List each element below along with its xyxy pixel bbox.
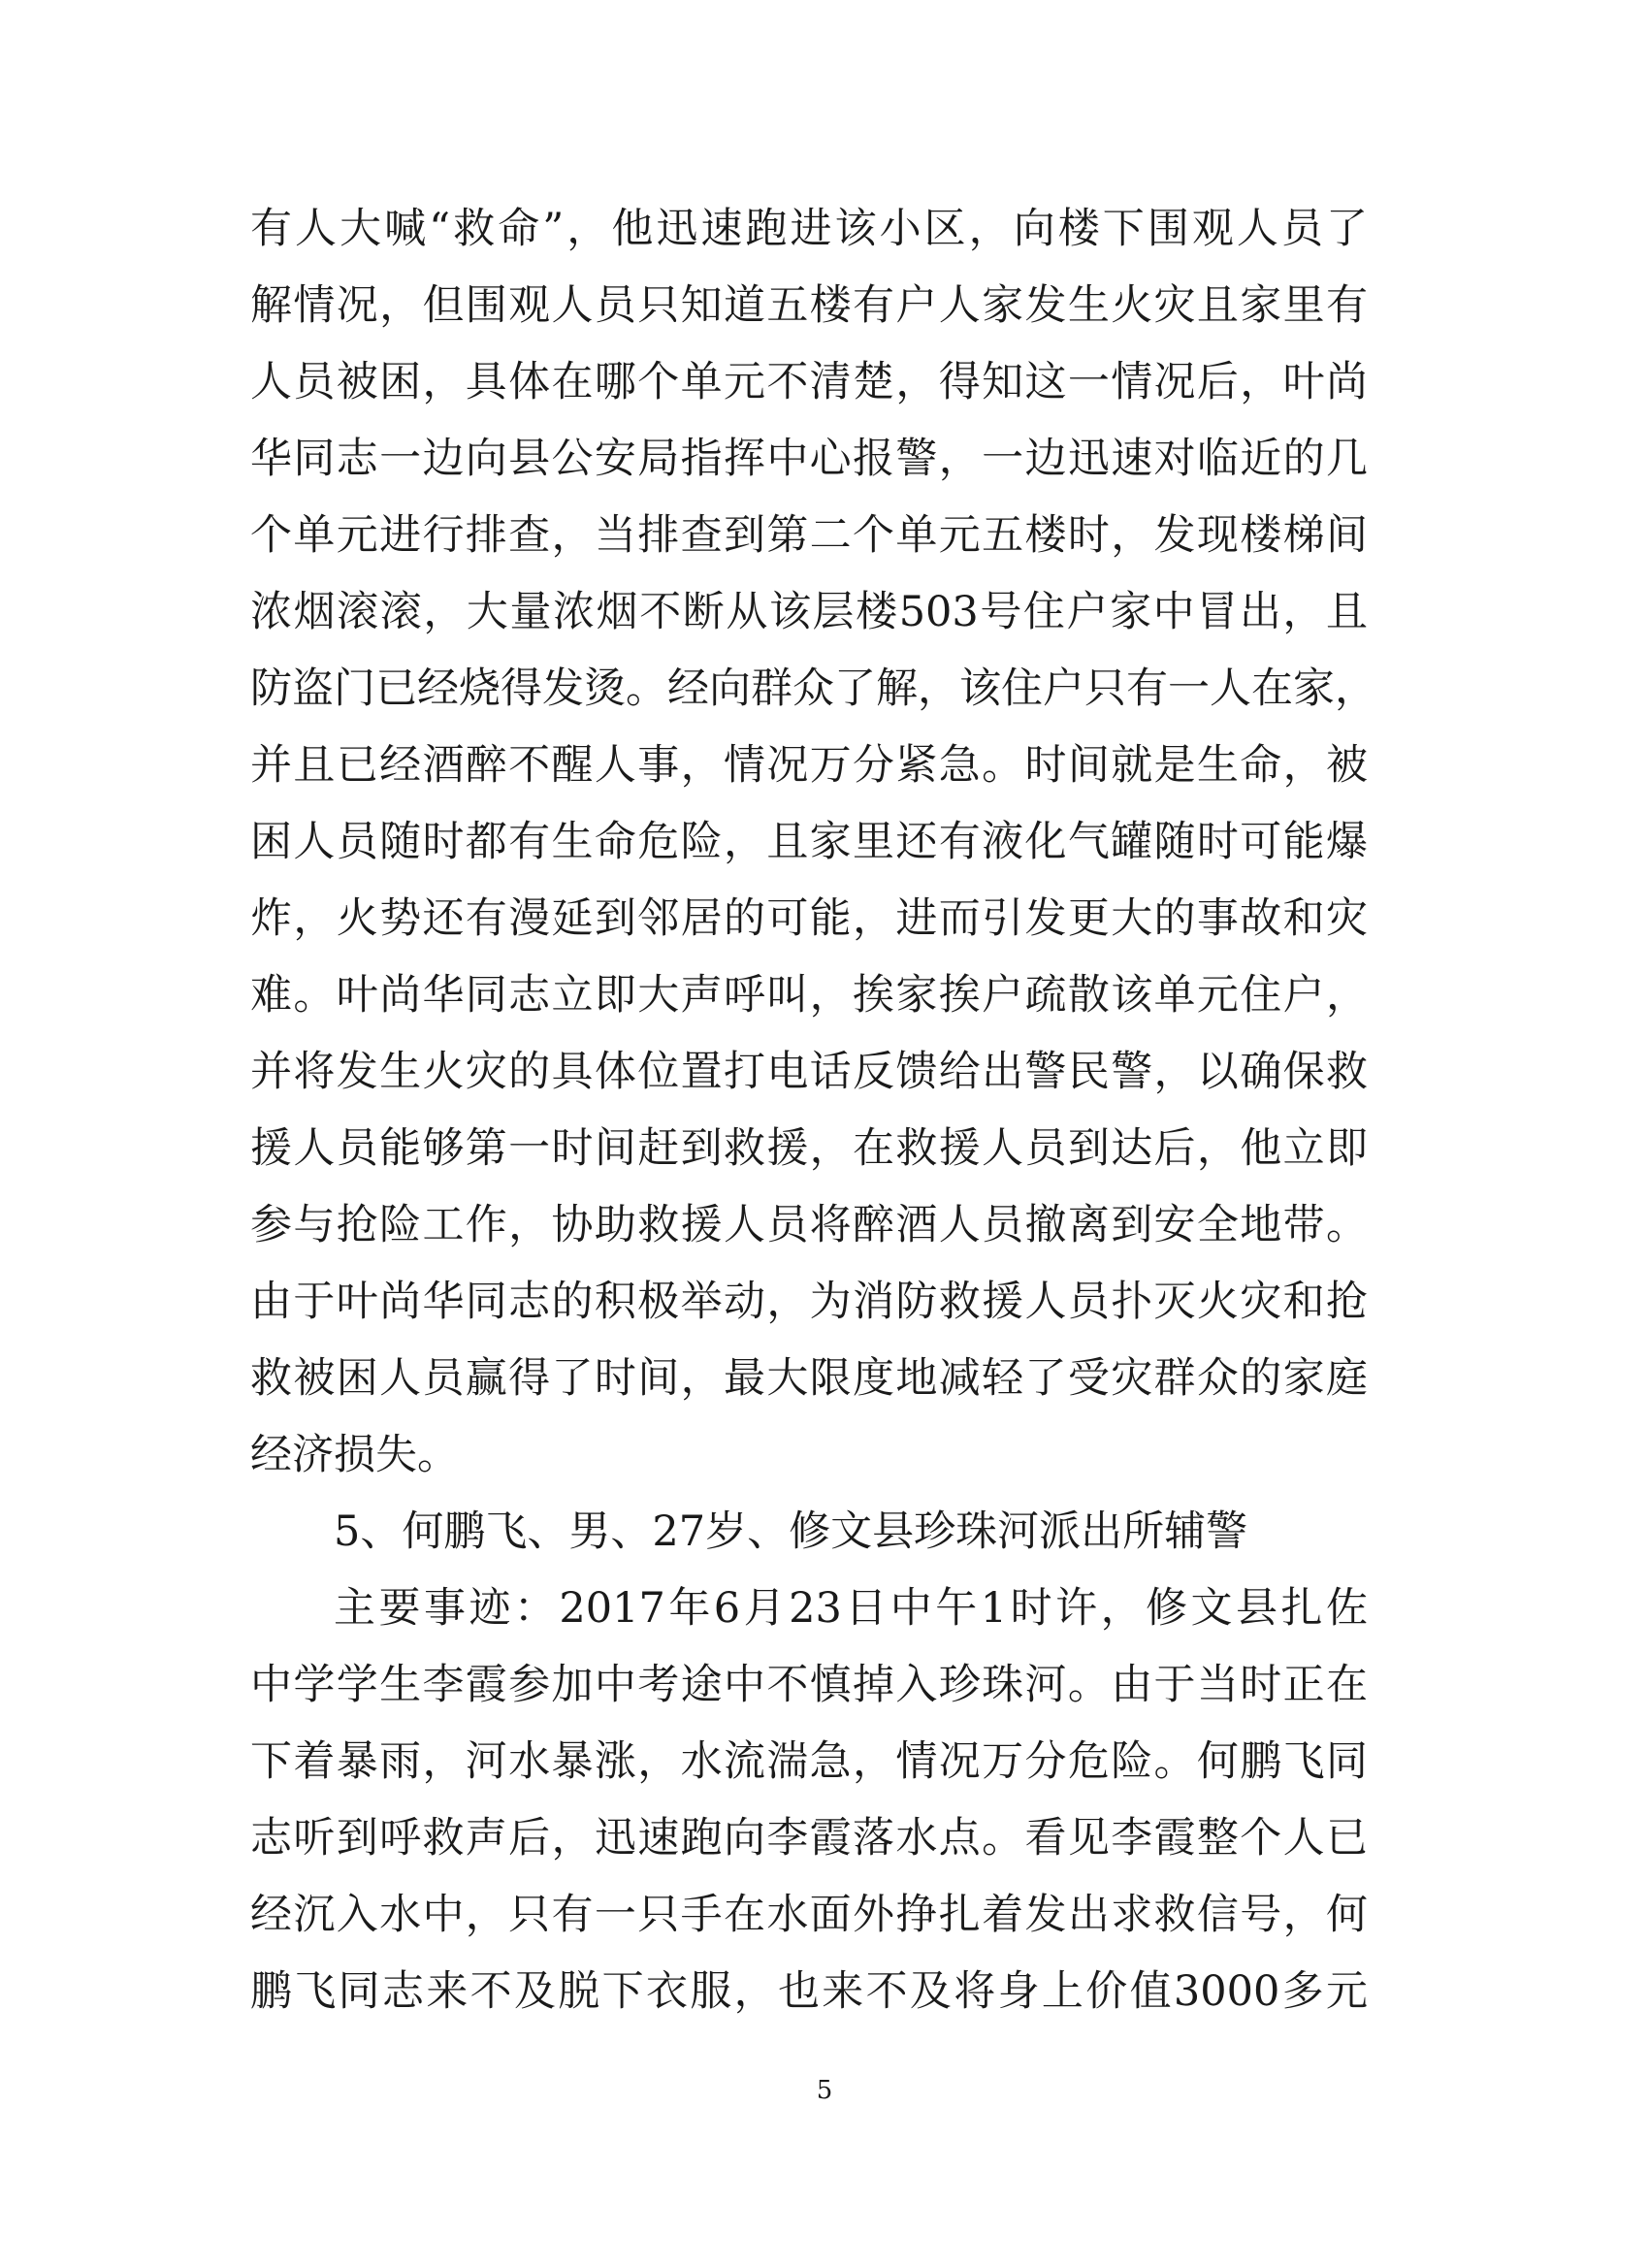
body-line-9: 困人员随时都有生命危险，且家里还有液化气罐随时可能爆 [250,818,1368,866]
page-number: 5 [816,2076,833,2105]
body-line-23: 经沉入水中，只有一只手在水面外挣扎着发出求救信号，何 [250,1891,1368,1939]
body-line-8: 并且已经酒醉不醒人事，情况万分紧急。时间就是生命，被 [250,741,1368,790]
body-line-10: 炸，火势还有漫延到邻居的可能，进而引发更大的事故和灾 [250,894,1368,943]
body-line-12: 并将发生火灾的具体位置打电话反馈给出警民警，以确保救 [250,1048,1368,1096]
body-line-5: 个单元进行排查，当排查到第二个单元五楼时，发现楼梯间 [250,511,1368,560]
body-line-22: 志听到呼救声后，迅速跑向李霞落水点。看见李霞整个人已 [250,1814,1368,1863]
section-heading: 5、何鹏飞、男、27岁、修文县珍珠河派出所辅警 [334,1507,1248,1556]
body-line-21: 下着暴雨，河水暴涨，水流湍急，情况万分危险。何鹏飞同 [250,1737,1368,1786]
body-line-4: 华同志一边向县公安局指挥中心报警，一边迅速对临近的几 [250,435,1368,483]
body-line-6: 浓烟滚滚，大量浓烟不断从该层楼503号住户家中冒出，且 [250,588,1368,636]
body-line-2: 解情况，但围观人员只知道五楼有户人家发生火灾且家里有 [250,281,1368,330]
body-line-13: 援人员能够第一时间赶到救援，在救援人员到达后，他立即 [250,1124,1368,1173]
body-line-16: 救被困人员赢得了时间，最大限度地减轻了受灾群众的家庭 [250,1354,1368,1403]
body-line-3: 人员被困，具体在哪个单元不清楚，得知这一情况后，叶尚 [250,358,1368,406]
body-line-1: 有人大喊“救命”，他迅速跑进该小区，向楼下围观人员了 [250,205,1368,253]
body-line-17: 经济损失。 [250,1431,459,1479]
body-line-20: 中学学生李霞参加中考途中不慎掉入珍珠河。由于当时正在 [250,1661,1368,1709]
body-line-7: 防盗门已经烧得发烫。经向群众了解，该住户只有一人在家， [250,664,1376,713]
body-line-11: 难。叶尚华同志立即大声呼叫，挨家挨户疏散该单元住户， [250,971,1368,1020]
body-line-14: 参与抢险工作，协助救援人员将醉酒人员撤离到安全地带。 [250,1201,1368,1249]
body-line-19: 主要事迹：2017年6月23日中午1时许，修文县扎佐 [334,1584,1368,1633]
body-line-15: 由于叶尚华同志的积极举动，为消防救援人员扑灭火灾和抢 [250,1278,1368,1326]
body-line-24: 鹏飞同志来不及脱下衣服，也来不及将身上价值3000多元 [250,1967,1368,2016]
